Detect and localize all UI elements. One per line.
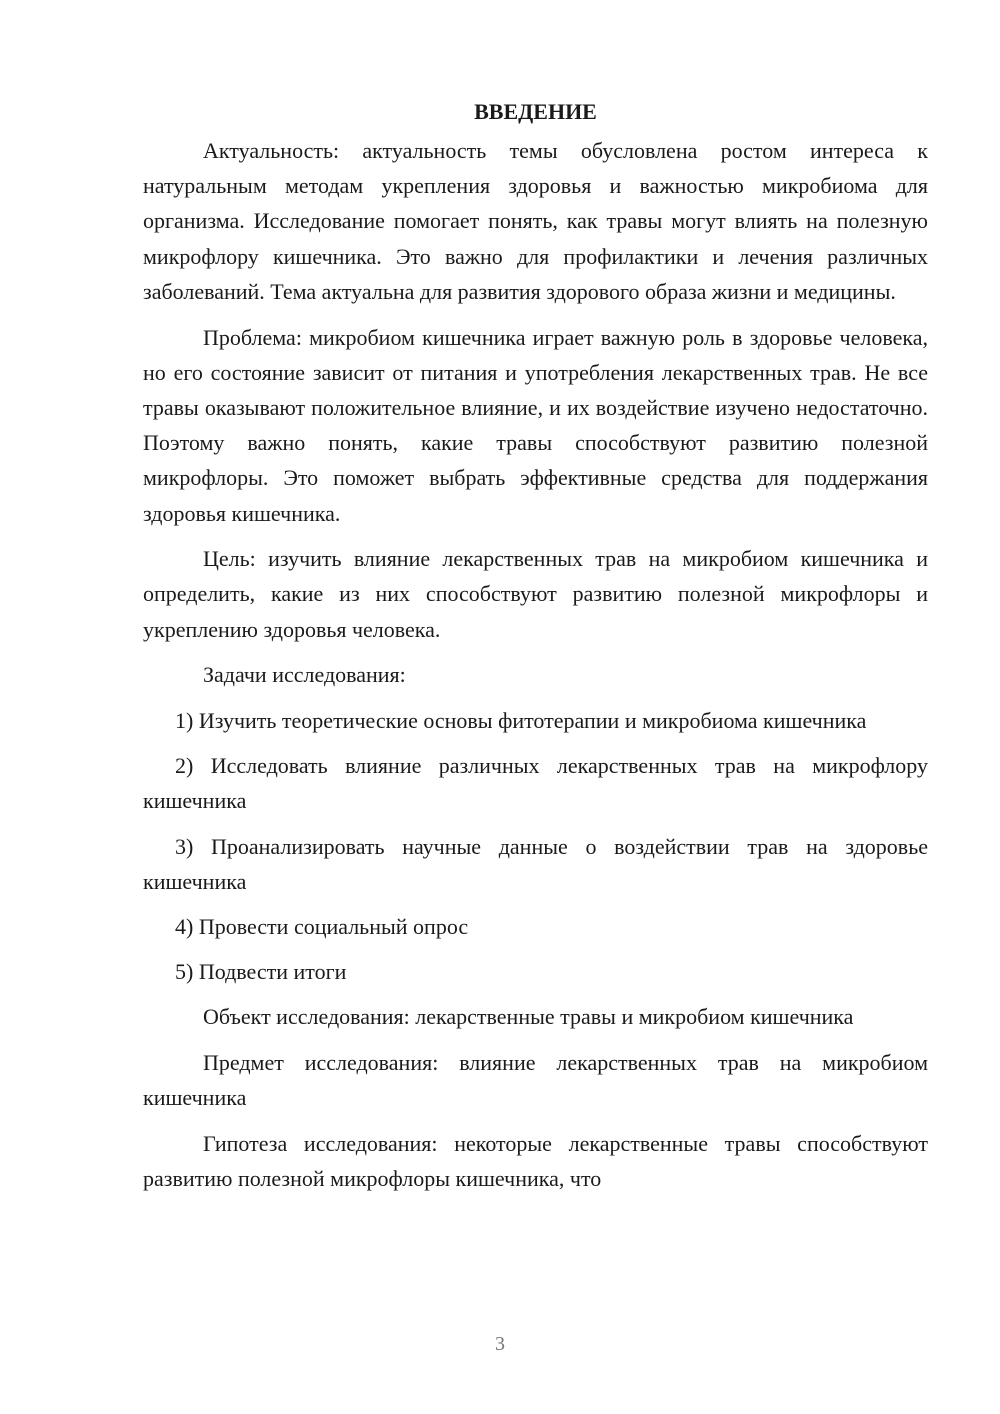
page-content	[143, 94, 928, 1207]
page-number: 3	[495, 1333, 505, 1355]
paragraph-problem: Проблема: микробиом кишечника играет важную роль в здоровье человека, но его состояние зависит от питания и употребления лекарственных трав. Не все травы оказывают положительное влияние, и их воздействие изучено недостаточно. Поэтому важно понять, какие травы способствуют развитию полезной микрофлоры. Это поможет выбрать эффективные средства для поддержания здоровья кишечника.	[143, 324, 928, 526]
task-item: 2) Исследовать влияние различных лекарственных трав на микрофлору кишечника	[143, 753, 928, 814]
section-heading: ВВЕДЕНИЕ	[474, 99, 597, 124]
task-item: 1) Изучить теоретические основы фитотерапии и микробиома кишечника	[175, 708, 867, 734]
paragraph-hypothesis: Гипотеза исследования: некоторые лекарственные травы способствуют развитию полезной микрофлоры кишечника, что	[143, 1131, 928, 1192]
task-item: 4) Провести социальный опрос	[175, 914, 469, 940]
paragraph-goal: Цель: изучить влияние лекарственных трав на микробиом кишечника и определить, какие из них способствуют развитию полезной микрофлоры и укреплению здоровья человека.	[143, 546, 928, 642]
paragraph-tasks-title: Задачи исследования:	[203, 662, 406, 688]
paragraph-subject: Предмет исследования: влияние лекарственных трав на микробиом кишечника	[143, 1050, 928, 1111]
task-item: 3) Проанализировать научные данные о воздействии трав на здоровье кишечника	[143, 833, 928, 894]
task-item: 5) Подвести итоги	[175, 959, 347, 985]
paragraph-relevance: Актуальность: актуальность темы обусловлена ростом интереса к натуральным методам укрепления здоровья и важностью микробиома для организма. Исследование помогает понять, как травы могут влиять на полезную микрофлору кишечника. Это важно для профилактики и лечения различных заболеваний. Тема актуальна для развития здорового образа жизни и медицины.	[143, 138, 928, 304]
paragraph-object: Объект исследования: лекарственные травы и микробиом кишечника	[203, 1004, 854, 1030]
